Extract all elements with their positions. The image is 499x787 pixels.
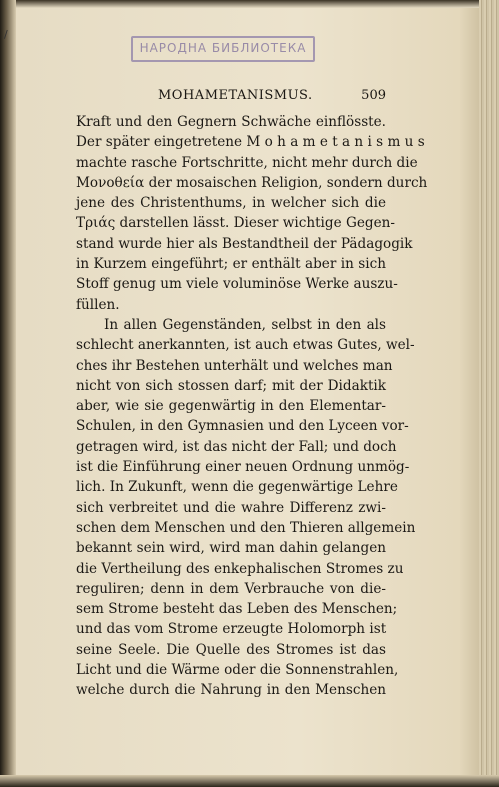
text-line: seine Seele. Die Quelle des Stromes ist das [76,641,386,658]
text-line: schlecht anerkannten, ist auch etwas Gutes, wel- [76,337,415,354]
text-line: und das vom Strome erzeugte Holomorph ist [76,621,387,638]
running-head [76,88,386,106]
body-text [76,112,428,701]
text-line: stand wurde hier als Bestandtheil der Pädagogik [76,235,413,252]
text-line: Τριάς darstellen lässt. Dieser wichtige Gegen- [76,215,395,232]
text-line: füllen. [76,296,120,313]
book-gutter [0,0,16,787]
text-line: die Vertheilung des enkephalischen Stromes zu [76,560,404,577]
text-line: Schulen, in den Gymnasien und den Lyceen vor- [76,418,409,435]
library-stamp-text: НАРОДНА БИБЛИОТЕКА [139,41,307,55]
page-top-edge [0,0,499,8]
page-edges [479,0,499,787]
text-line: bekannt sein wird, wird man dahin gelangen [76,540,386,557]
text-line: aber, wie sie gegenwärtig in den Elementar- [76,398,386,415]
text-line: sich verbreitet und die wahre Differenz zwi- [76,499,386,516]
text-line: ches ihr Bestehen unterhält und welches man [76,357,393,374]
library-stamp [131,36,315,62]
text-line: reguliren; denn in dem Verbrauche von die- [76,580,386,597]
text-line: Kraft und den Gegnern Schwäche einflösste. [76,114,386,130]
text-line: sem Strome besteht das Leben des Menschen; [76,601,398,618]
text-line: Der später eingetretene M o h a m e t a n i s m u s [76,134,425,151]
text-line: ist die Einführung einer neuen Ordnung unmög- [76,459,410,476]
text-line: jene des Christenthums, in welcher sich die [76,195,386,212]
text-line: Licht und die Wärme oder die Sonnenstrahlen, [76,662,399,679]
text-line: Μονοθεία der mosaischen Religion, sondern durch [76,174,428,191]
page-title: MOHAMETANISMUS. [158,88,313,103]
margin-mark: / [4,28,8,41]
text-line: schen dem Menschen und den Thieren allgemein [76,519,416,536]
text-line: Stoff genug um viele voluminöse Werke auszu- [76,276,398,293]
page-number: 509 [361,88,386,103]
text-line: machte rasche Fortschritte, nicht mehr durch die [76,154,418,171]
text-line: In allen Gegenständen, selbst in den als [104,316,386,333]
text-line: nicht von sich stossen darf; mit der Didaktik [76,377,386,394]
text-line: getragen wird, ist das nicht der Fall; und doch [76,438,397,455]
text-line: lich. In Zukunft, wenn die gegenwärtige Lehre [76,479,398,496]
text-line: welche durch die Nahrung in den Menschen [76,682,386,699]
text-line: in Kurzem eingeführt; er enthält aber in sich [76,256,386,273]
page-bottom-edge [0,775,499,787]
